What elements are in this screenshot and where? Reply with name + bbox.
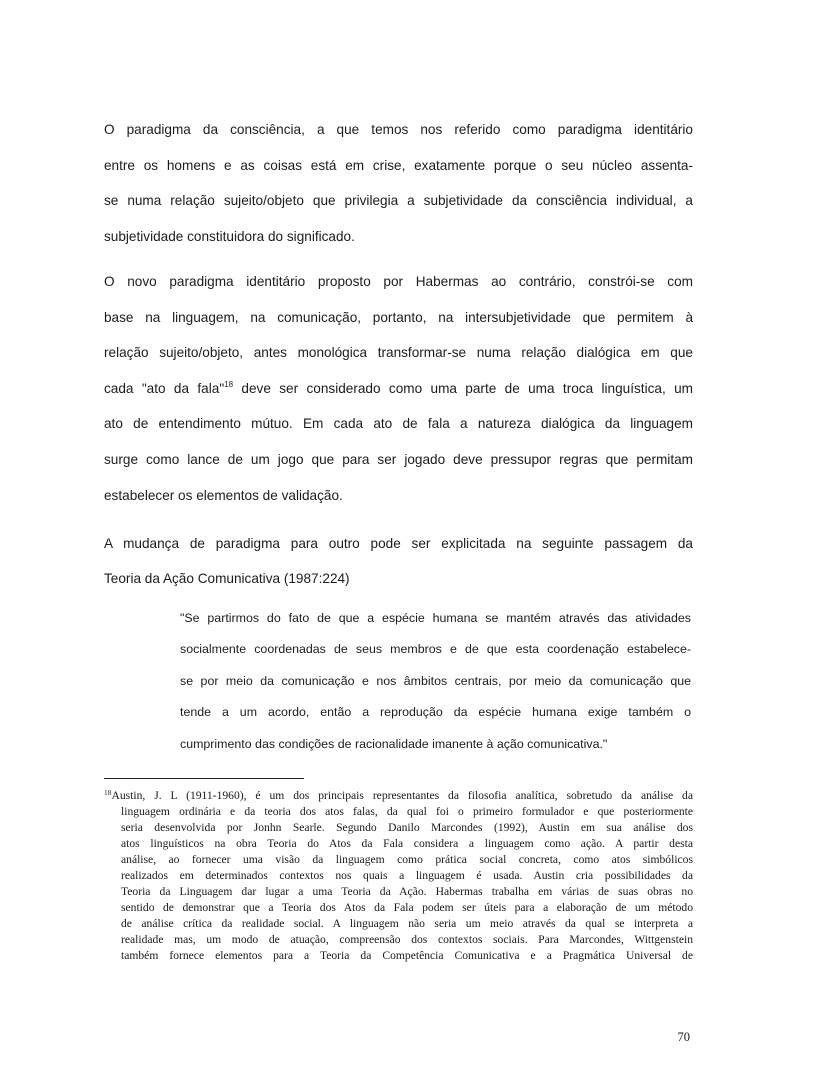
text-segment: deve ser considerado como uma parte de uma troca linguística, um [233,380,693,396]
paragraph-paradigm-change [104,526,693,596]
footnote-divider [104,778,304,779]
footnote-line: sentido de demonstrar que a Teoria dos Atos da Fala podem ser úteis para a elaboração de um método [121,900,693,914]
footnote-line: análise, ao fornecer uma visão da linguagem como prática social concreta, como atos simbólicos [121,852,693,866]
quote-line: socialmente coordenadas de seus membros e de que esta coordenação estabelece- [180,642,691,657]
footnote-line: realizados em determinados contextos nos quais a linguagem é usada. Austin cria possibilidades da [121,868,693,882]
block-quote [180,603,691,760]
text-line: A mudança de paradigma para outro pode ser explicitada na seguinte passagem da [104,536,693,551]
text-segment: Austin, J. L (1911-1960), é um dos principais representantes da filosofia analítica, sobretudo da análise da [111,789,693,802]
text-line: O novo paradigma identitário proposto por Habermas ao contrário, constrói-se com [104,274,693,289]
quote-line: cumprimento das condições de racionalidade imanente à ação comunicativa." [180,736,608,751]
text-line-with-footnote-ref [104,371,693,407]
quote-line: tende a um acordo, então a reprodução da espécie humana exige também o [180,705,691,720]
quote-line: "Se partirmos do fato de que a espécie humana se mantém através das atividades [180,611,691,625]
footnote-line: de análise crítica da realidade social. A linguagem não seria um meio através da qual se interpreta a [121,916,693,930]
text-line: entre os homens e as coisas está em crise, exatamente porque o seu núcleo assenta- [104,157,693,173]
footnote-line: realidade mas, um modo de atuação, compreensão dos contextos sociais. Para Marcondes, Wittgenstein [121,932,693,946]
text-line: Teoria da Ação Comunicativa (1987:224) [104,571,350,586]
text-line: ato de entendimento mútuo. Em cada ato de fala a natureza dialógica da linguagem [104,416,693,432]
footnote [104,788,693,963]
footnote-first-line [104,788,693,804]
footnote-line: também fornece elementos para a Teoria da Competência Comunicativa e a Pragmática Universal de [121,948,693,962]
page-number: 70 [677,1030,690,1044]
text-segment: cada "ato da fala" [104,380,225,396]
text-line: surge como lance de um jogo que para ser jogado deve pressupor regras que permitam [104,451,693,467]
text-line: estabelecer os elementos de validação. [104,487,343,503]
text-line: se numa relação sujeito/objeto que privilegia a subjetividade da consciência individual, a [104,193,693,208]
footnote-line: atos linguísticos na obra Teoria do Atos da Fala considera a linguagem como ação. A partir desta [121,836,693,850]
text-line: subjetividade constituidora do significado. [104,228,355,244]
footnote-number: 18 [104,788,112,797]
footnote-line: linguagem ordinária e da teoria dos atos falas, da qual foi o primeiro formulador e que posteriormente [121,804,693,818]
text-line: base na linguagem, na comunicação, portanto, na intersubjetividade que permitem à [104,309,693,325]
quote-line: se por meio da comunicação e nos âmbitos centrais, por meio da comunicação que [180,673,691,688]
text-line: relação sujeito/objeto, antes monológica transformar-se numa relação dialógica em que [104,345,693,361]
footnote-line: seria desenvolvida por Jonhn Searle. Segundo Danilo Marcondes (1992), Austin em sua análise dos [121,820,693,834]
paragraph-paradigm-of-consciousness [104,112,693,254]
text-line: O paradigma da consciência, a que temos nos referido como paradigma identitário [104,122,693,137]
paragraph-new-paradigm-habermas [104,264,693,513]
footnote-reference[interactable]: 18 [224,379,234,389]
footnote-line: Teoria da Linguagem dar lugar a uma Teoria da Ação. Habermas trabalha em várias de suas obras no [121,884,693,898]
